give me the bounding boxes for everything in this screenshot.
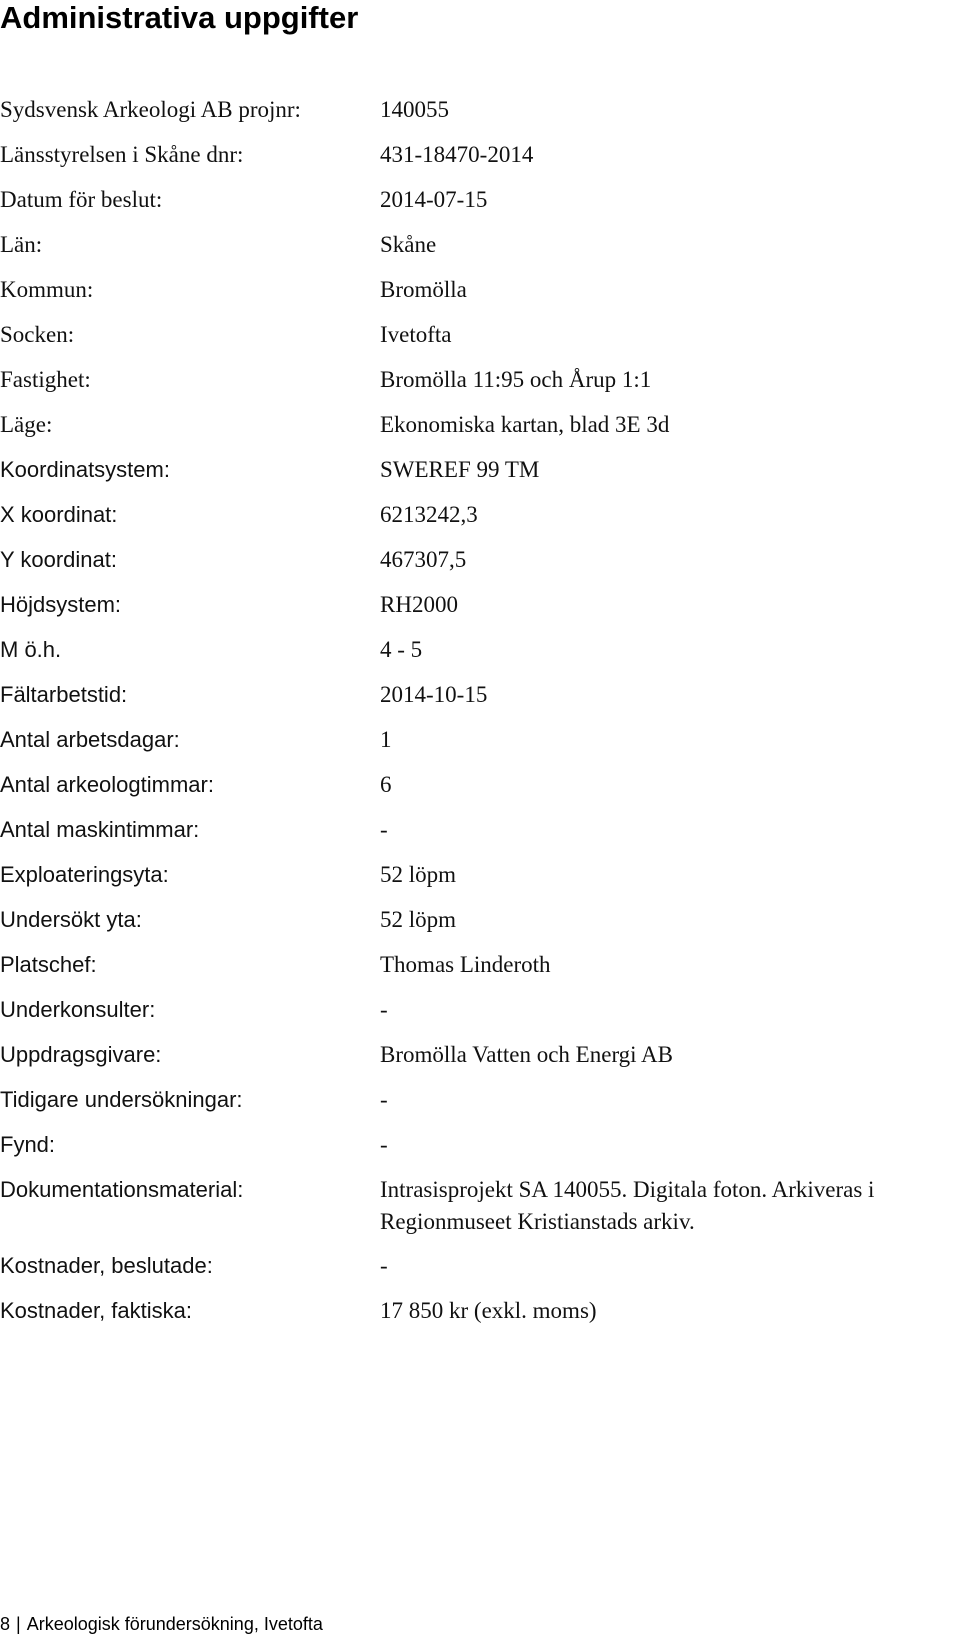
field-label: Sydsvensk Arkeologi AB projnr: <box>0 97 301 122</box>
field-value: 2014-07-15 <box>380 187 488 212</box>
page-title: Administrativa uppgifter <box>0 0 359 35</box>
field-value: 140055 <box>380 97 449 122</box>
field-value: 2014-10-15 <box>380 682 488 707</box>
field-value: 6213242,3 <box>380 502 478 527</box>
field-value: Thomas Linderoth <box>380 952 551 977</box>
field-value: - <box>380 1087 388 1112</box>
field-label: Datum för beslut: <box>0 187 163 212</box>
field-label: Platschef: <box>0 952 97 977</box>
field-label: Exploateringsyta: <box>0 862 169 887</box>
footer-separator: | <box>16 1614 21 1634</box>
field-value: - <box>380 1132 388 1157</box>
field-value: Ekonomiska kartan, blad 3E 3d <box>380 412 670 437</box>
field-label: Kostnader, faktiska: <box>0 1298 192 1323</box>
field-label: Y koordinat: <box>0 547 118 572</box>
field-label: Socken: <box>0 322 75 347</box>
field-value: - <box>380 1253 388 1278</box>
field-value: Intrasisprojekt SA 140055. Digitala foton. Arkiveras i <box>380 1177 875 1202</box>
field-value: 467307,5 <box>380 547 467 572</box>
field-label: Kostnader, beslutade: <box>0 1253 213 1278</box>
field-value: Bromölla 11:95 och Årup 1:1 <box>380 367 652 392</box>
field-label: Fältarbetstid: <box>0 682 128 707</box>
field-label: X koordinat: <box>0 502 118 527</box>
field-value: - <box>380 997 388 1022</box>
field-value: 4 - 5 <box>380 637 423 662</box>
field-value: 52 löpm <box>380 907 457 932</box>
field-label: Fastighet: <box>0 367 91 392</box>
field-value: Bromölla <box>380 277 467 302</box>
field-value: 1 <box>380 727 392 752</box>
field-value: 6 <box>380 772 392 797</box>
field-label: Tidigare undersökningar: <box>0 1087 243 1112</box>
footer-text: Arkeologisk förundersökning, Ivetofta <box>26 1614 323 1634</box>
field-value: Bromölla Vatten och Energi AB <box>380 1042 674 1067</box>
page-number: 8 <box>0 1614 11 1634</box>
field-value: RH2000 <box>380 592 458 617</box>
field-value: - <box>380 817 388 842</box>
field-label: Uppdragsgivare: <box>0 1042 162 1067</box>
field-label: Antal arkeologtimmar: <box>0 772 214 797</box>
field-label: M ö.h. <box>0 637 62 662</box>
field-label: Underkonsulter: <box>0 997 156 1022</box>
field-value: SWEREF 99 TM <box>380 457 540 482</box>
field-value: 431-18470-2014 <box>380 142 534 167</box>
field-value-line2: Regionmuseet Kristianstads arkiv. <box>380 1209 695 1234</box>
field-label: Kommun: <box>0 277 94 302</box>
field-label: Höjdsystem: <box>0 592 122 617</box>
field-label: Dokumentationsmaterial: <box>0 1177 244 1202</box>
field-label: Länsstyrelsen i Skåne dnr: <box>0 142 244 167</box>
field-label: Fynd: <box>0 1132 56 1157</box>
page-footer <box>0 1612 323 1636</box>
field-label: Koordinatsystem: <box>0 457 170 482</box>
field-label: Antal maskintimmar: <box>0 817 200 842</box>
field-value: Skåne <box>380 232 437 257</box>
field-label: Antal arbetsdagar: <box>0 727 180 752</box>
field-value: 17 850 kr (exkl. moms) <box>380 1298 597 1323</box>
field-label: Läge: <box>0 412 53 437</box>
field-value: Ivetofta <box>380 322 452 347</box>
field-value: 52 löpm <box>380 862 457 887</box>
field-label: Undersökt yta: <box>0 907 142 932</box>
field-label: Län: <box>0 232 43 257</box>
